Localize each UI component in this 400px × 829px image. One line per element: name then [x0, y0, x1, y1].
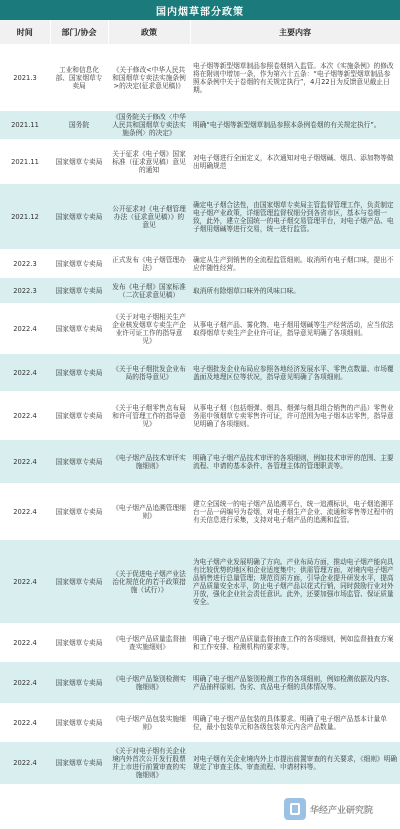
- watermark-text: 华经产业研究院: [310, 805, 374, 816]
- cell-content: 对电子烟有关企业境内外上市提出前置审查的有关要求，《细则》明确规定了审查主体、审查流程、申请材料等。: [190, 742, 400, 784]
- cell-dept: 国家烟草专卖局: [50, 140, 108, 184]
- table-body: [0, 45, 400, 784]
- table-row: [0, 662, 400, 704]
- table-row: [0, 540, 400, 624]
- table-row: [0, 278, 400, 304]
- cell-content: 明确了电子烟产品技术审评的各项细则，例如技术审评的范围、主要流程、申请的基本条件、各管理主体的管理职责等。: [190, 440, 400, 484]
- cell-content: 确定电子烟合法性，由国家烟草专卖局主管监督管理工作，负责制定电子烟产业政策，详细管理监督权细分到各省市区，基本与卷烟一致，此外，建立全国统一的电子烟交易管理平台，对电子烟产品、电子烟用烟碱等进行交易，统一进行监管。: [190, 184, 400, 250]
- cell-content: 从事电子烟（包括烟弹、烟具、烟弹与烟具组合销售的产品）零售业务需申领烟草专卖零售许可证，许可范围为电子烟本店零售，指导意见明确了各项细则。: [190, 392, 400, 440]
- cell-dept: 国家烟草专卖局: [50, 392, 108, 440]
- header-time: 时间: [0, 20, 50, 45]
- cell-dept: 国家烟草专卖局: [50, 704, 108, 742]
- cell-time: 2022.4: [0, 704, 50, 742]
- cell-content: 明确了电子烟产品包装的具体要求。明确了电子烟产品基本计量单位，最小包装单元和各级包装单元内含产品数量。: [190, 704, 400, 742]
- cell-time: 2022.4: [0, 304, 50, 354]
- cell-dept: 国家烟草专卖局: [50, 662, 108, 704]
- policy-table: [0, 20, 400, 784]
- cell-content: 电子烟批发企业布局应参照各地经济发展水平、零售点数量、市场覆盖面及地理区位等状况，指导意见明确了各项细则。: [190, 354, 400, 392]
- cell-time: 2022.4: [0, 440, 50, 484]
- cell-dept: 国家烟草专卖局: [50, 624, 108, 662]
- cell-policy: 《关于电子烟批发企业布局的指导意见》: [108, 354, 190, 392]
- cell-content: 从事电子烟产品、雾化物、电子烟用烟碱等生产经营活动，应当依法取得烟草专卖生产企业许可证，指导意见明确了各项细则。: [190, 304, 400, 354]
- table-row: [0, 111, 400, 140]
- table-row: [0, 304, 400, 354]
- cell-dept: 国家烟草专卖局: [50, 540, 108, 624]
- cell-dept: 国家烟草专卖局: [50, 742, 108, 784]
- cell-time: 2021.11: [0, 111, 50, 140]
- table-row: [0, 184, 400, 250]
- cell-policy: 正式发布《电子烟管理办法》: [108, 250, 190, 278]
- cell-policy: 《电子烟产品技术审评实施细则》: [108, 440, 190, 484]
- cell-policy: 《关于电子烟零售点布局和许可管理工作的指导意见》: [108, 392, 190, 440]
- cell-dept: 国务院: [50, 111, 108, 140]
- header-policy: 政策: [108, 20, 190, 45]
- cell-policy: 公开征求对《电子烟管理办法（征求意见稿）》的意见: [108, 184, 190, 250]
- table-row: [0, 484, 400, 540]
- cell-content: 确定从生产到销售的全流程监管细则。取消所有电子烟口味，提出不应伴随性经营。: [190, 250, 400, 278]
- cell-policy: 《关于对电子烟有关企业境内外首次公开发行股票并上市进行前置审查的实施细则》: [108, 742, 190, 784]
- cell-policy: 《电子烟产品质量监督抽查实施细则》: [108, 624, 190, 662]
- watermark: [284, 795, 394, 823]
- table-row: [0, 704, 400, 742]
- cell-policy: 《关于修改<中华人民共和国烟草专卖法实施条例>的决定(征求意见稿)》: [108, 45, 190, 111]
- cell-policy: 《国务院关于修改〈中华人民共和国烟草专卖法实施条例〉的决定》: [108, 111, 190, 140]
- cell-dept: 国家烟草专卖局: [50, 184, 108, 250]
- cell-content: 明确了电子烟产品质量监督抽查工作的各项细则，例如监督抽查方案和工作安排、检测机构的要求等。: [190, 624, 400, 662]
- cell-time: 2021.12: [0, 184, 50, 250]
- cell-policy: 《电子烟产品鉴别检测实施细则》: [108, 662, 190, 704]
- table-row: [0, 140, 400, 184]
- cell-time: 2022.4: [0, 540, 50, 624]
- cell-time: 2022.4: [0, 392, 50, 440]
- table-row: [0, 392, 400, 440]
- cell-time: 2022.4: [0, 662, 50, 704]
- cell-dept: 国家烟草专卖局: [50, 250, 108, 278]
- cell-time: 2021.3: [0, 45, 50, 111]
- table-row: [0, 354, 400, 392]
- cell-content: 明确“电子烟等新型烟草制品参照本条例卷烟的有关规定执行”。: [190, 111, 400, 140]
- cell-content: 为电子烟产业发展明确了方向。产业布局方面，推动电子烟产能向具有比较优势的地区和企业适度集中；供需管理方面，对境内电子烟产品销售进行总量管理；规范资质方面，引导企业提升研发水平，提高产品质量安全水平，防止电子烟产品以花式行销，同时鼓励行业对外开放，强化企业社会责任意识。此外，还要加强市场监管、保证质量安全。: [190, 540, 400, 624]
- cell-time: 2022.4: [0, 742, 50, 784]
- cell-content: 建立全国统一的电子烟产品追溯平台，统一追溯标识，电子烟追溯平台一品一码编号为卷烟，对电子烟生产企业、流通和零售等过程中的有关信息进行采集，支持对电子烟产品的追溯和监管。: [190, 484, 400, 540]
- cell-dept: 国家烟草专卖局: [50, 484, 108, 540]
- table-row: [0, 440, 400, 484]
- cell-content: 对电子烟进行全面定义，本次通知对电子烟烟碱、烟具、添加物等做出明确规范: [190, 140, 400, 184]
- table-title: 国内烟草部分政策: [0, 0, 400, 20]
- table-row: [0, 45, 400, 111]
- header-row: [0, 20, 400, 45]
- cell-time: 2022.4: [0, 624, 50, 662]
- cell-dept: 工业和信息化部、国家烟草专卖局: [50, 45, 108, 111]
- cell-policy: 《电子烟产品追溯管理细则》: [108, 484, 190, 540]
- watermark-logo-icon: [284, 798, 306, 820]
- cell-dept: 国家烟草专卖局: [50, 354, 108, 392]
- header-content: 主要内容: [190, 20, 400, 45]
- header-dept: 部门/协会: [50, 20, 108, 45]
- cell-time: 2022.3: [0, 278, 50, 304]
- table-row: [0, 624, 400, 662]
- cell-policy: 《关于对电子烟相关生产企业核发烟草专卖生产企业许可证工作的指导意见》: [108, 304, 190, 354]
- cell-dept: 国家烟草专卖局: [50, 278, 108, 304]
- cell-time: 2022.3: [0, 250, 50, 278]
- cell-content: 明确了电子烟产品鉴别检测工作的各项细则，例如检测依据及内容、产品抽样原则、伪劣、真品电子烟的具体情况等。: [190, 662, 400, 704]
- cell-policy: 《关于促进电子烟产业法治化规范化的若干政策措施（试行）》: [108, 540, 190, 624]
- cell-time: 2022.4: [0, 484, 50, 540]
- cell-dept: 国家烟草专卖局: [50, 440, 108, 484]
- cell-time: 2022.4: [0, 354, 50, 392]
- table-row: [0, 742, 400, 784]
- cell-time: 2021.11: [0, 140, 50, 184]
- cell-content: 电子烟等新型烟草制品参照卷烟纳入监管。本次《实施条例》的修改将在附则中增加一条，作为第六十五条：“电子烟等新型烟草制品参照本条例中关于卷烟的有关规定执行”，4月22日为反馈意见截止日期。: [190, 45, 400, 111]
- cell-policy: 发布《电子烟》国家标准（二次征求意见稿）: [108, 278, 190, 304]
- cell-policy: 《电子烟产品包装实施细则》: [108, 704, 190, 742]
- table-row: [0, 250, 400, 278]
- cell-policy: 关于征求《电子烟》国家标准（征求意见稿）意见的通知: [108, 140, 190, 184]
- cell-dept: 国家烟草专卖局: [50, 304, 108, 354]
- cell-content: 取消所有除烟草口味外的风味口味。: [190, 278, 400, 304]
